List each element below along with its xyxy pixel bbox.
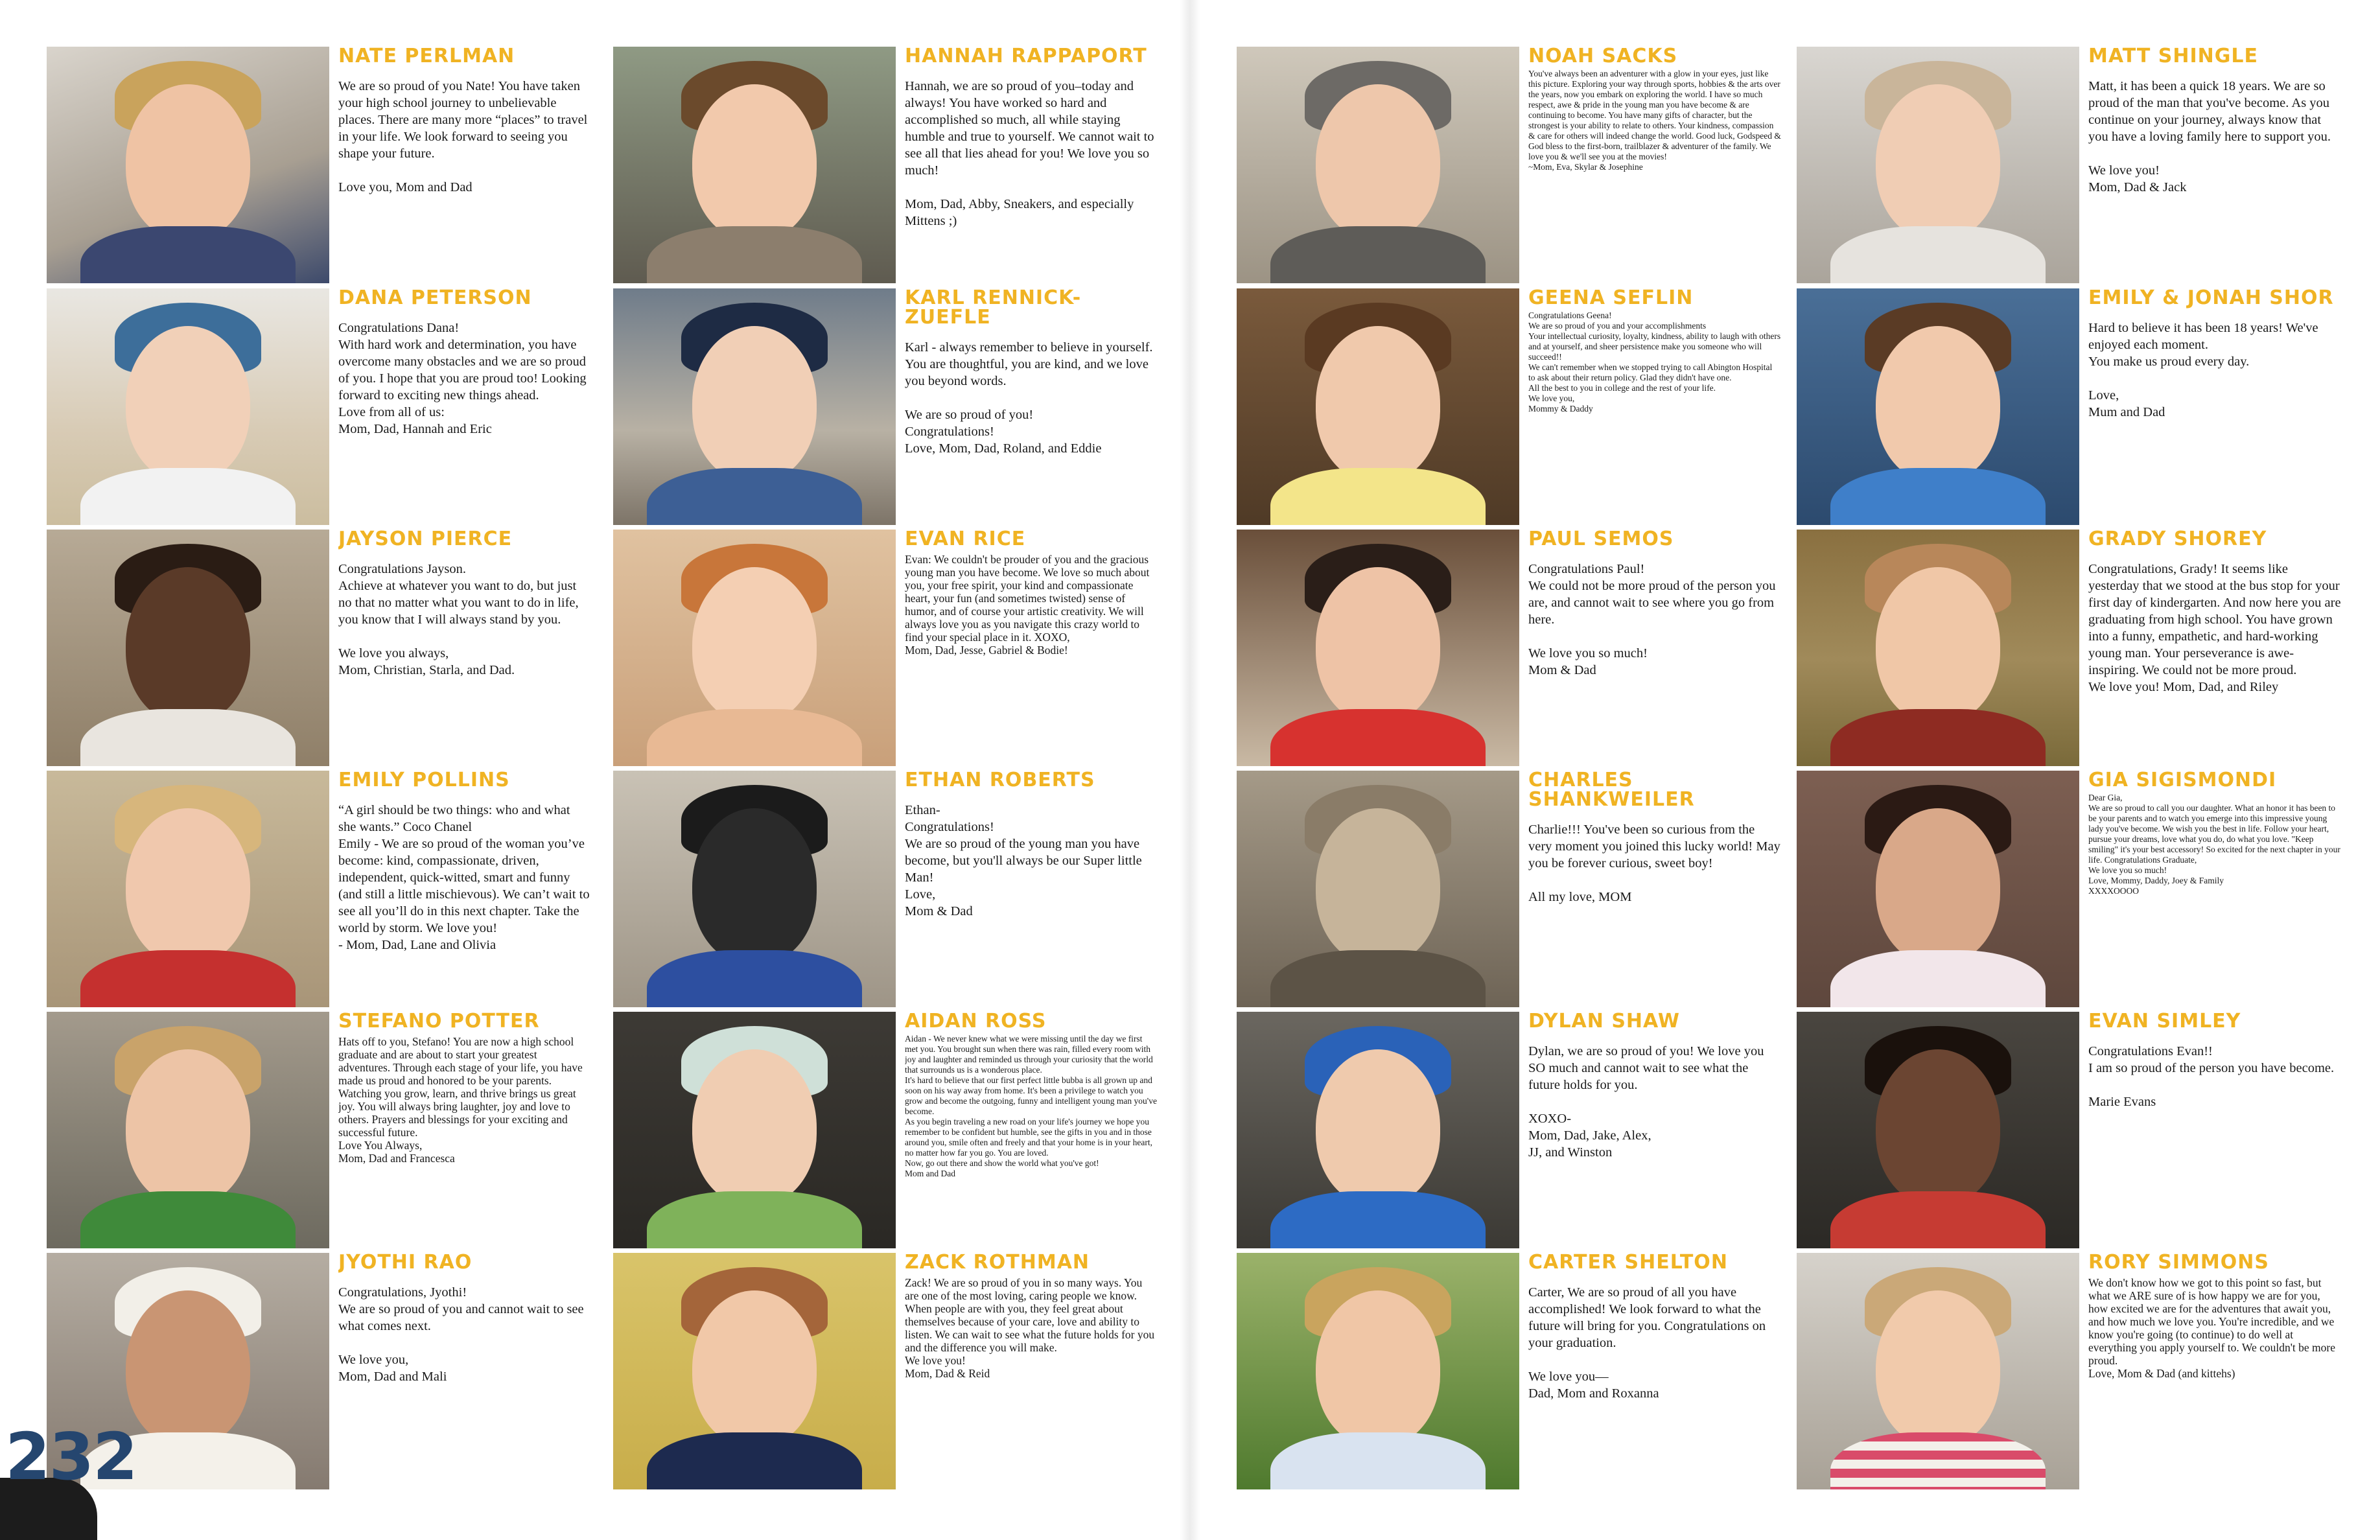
- message: “A girl should be two things: who and what she wants.” Coco Chanel Emily - We are so proud of the woman you’ve become: kind, compassionate, driven, independent, quick-witted, smart and funny (and still a little mischievous). We can’t wait to see all you’ll do in this next chapter. Take the world by storm. We love you! - Mom, Dad, Lane and Olivia: [338, 803, 590, 952]
- photo: [1237, 47, 1519, 283]
- message: Congratulations, Grady! It seems like yesterday that we stood at the bus stop for your first day of kindergarten. And now here you are graduating from high school. You have grown into a funny, empathetic, and hard-working young man. Your perseverance is awe-inspiring. We could not be more proud. We love you! Mom, Dad, and Riley: [2088, 562, 2341, 694]
- photo: [1237, 1253, 1519, 1489]
- message: Dylan, we are so proud of you! We love you SO much and cannot wait to see what the future holds for you. XOXO- Mom, Dad, Jake, Alex, JJ, and Winston: [1528, 1044, 1764, 1160]
- photo: [613, 1253, 896, 1489]
- photo: [1797, 1012, 2079, 1248]
- photo: [1797, 47, 2079, 283]
- photo: [47, 771, 329, 1007]
- student-name: RORY SIMMONS: [2088, 1253, 2269, 1274]
- student-name: STEFANO POTTER: [338, 1012, 540, 1032]
- student-name: CHARLES SHANKWEILER: [1528, 771, 1695, 811]
- message: Zack! We are so proud of you in so many ways. You are one of the most loving, caring people we know. When people are with you, they feel great about themselves because of your care, love and ability to listen. We can wait to see what the future holds for you and the difference you will make. We love you! Mom, Dad & Reid: [905, 1276, 1155, 1380]
- message: You've always been an adventurer with a glow in your eyes, just like this picture. Exploring your way through sports, hobbies & the arts over the years, now you embark on exploring the world. I have so much respect, awe & pride in the young man you have become & are continuing to become. You have many gifts of character, but the strongest is your ability to relate to others. Your kindness, compassion & care for others will indeed change the world. Good luck, Godspeed & God bless to the first-born, trailblazer & adventurer of the family. We love you & we'll see you at the movies! ~Mom, Eva, Skylar & Josephine: [1528, 69, 1781, 172]
- message: Hannah, we are so proud of you–today and always! You have worked so hard and accomplished so much, all while staying humble and true to yourself. We cannot wait to see all that lies ahead for you! We love you so much! Mom, Dad, Abby, Sneakers, and especially Mittens ;): [905, 79, 1154, 228]
- student-name: ETHAN ROBERTS: [905, 771, 1095, 791]
- student-name: EMILY POLLINS: [338, 771, 510, 791]
- student-name: PAUL SEMOS: [1528, 530, 1674, 550]
- message: Congratulations, Jyothi! We are so proud of you and cannot wait to see what comes next. We love you, Mom, Dad and Mali: [338, 1285, 584, 1384]
- student-name: MATT SHINGLE: [2088, 47, 2259, 67]
- student-name: EMILY & JONAH SHOR: [2088, 288, 2334, 309]
- photo: [613, 771, 896, 1007]
- photo: [1237, 1012, 1519, 1248]
- message: Dear Gia, We are so proud to call you our daughter. What an honor it has been to be your parents and to watch you emerge into this impressive young lady you've become. We wish you the best in life. Follow your heart, pursue your dreams, love what you do, do what you love. "Keep smiling" it's your best accessory! So excited for the next chapter in your life. Congratulations Graduate, We love you so much! Love, Mommy, Daddy, Joey & Family XXXXOOOO: [2088, 793, 2340, 896]
- message: Evan: We couldn't be prouder of you and the gracious young man you have become. We love so much about you, your free spirit, your kind and compassionate heart, your fun (and sometimes twisted) sense of humor, and of course your artistic creativity. We will always love you as you navigate this crazy world to find your special place in it. XOXO, Mom, Dad, Jesse, Gabriel & Bodie!: [905, 553, 1150, 657]
- student-name: NATE PERLMAN: [338, 47, 515, 67]
- message: Congratulations Paul! We could not be more proud of the person you are, and cannot wait to see where you go from here. We love you so much! Mom & Dad: [1528, 562, 1776, 677]
- student-name: GIA SIGISMONDI: [2088, 771, 2277, 791]
- photo: [613, 1012, 896, 1248]
- message: Hats off to you, Stefano! You are now a high school graduate and are about to start your greatest adventures. Through each stage of your life, you have made us proud and honored to be your parents. Watching you grow, learn, and thrive brings us great joy. You will always bring laughter, joy and love to others. Prayers and blessings for your exciting and successful future. Love You Always, Mom, Dad and Francesca: [338, 1035, 583, 1165]
- student-name: DANA PETERSON: [338, 288, 532, 309]
- message: Congratulations Evan!! I am so proud of the person you have become. Marie Evans: [2088, 1044, 2335, 1109]
- photo: [47, 1012, 329, 1248]
- photo: [613, 288, 896, 525]
- message: Congratulations Jayson. Achieve at whatever you want to do, but just no that no matter what you want to do in life, you know that I will always stand by you. We love you always, Mom, Christian, Starla, and Dad.: [338, 562, 579, 677]
- message: Aidan - We never knew what we were missing until the day we first met you. You brought sun when there was rain, filled every room with joy and laughter and reminded us through your curiosity that the world that surrounds us is a wonderous place. It's hard to believe that our first perfect little bubba is all grown up and soon on his way away from home. It's been a privilege to watch you grow and become the outgoing, funny and intelligent young man you've become. As you begin traveling a new road on your life's journey we hope you remember to be confident but humble, see the gifts in you and in those around you, smile often and freely and that your home is in your heart, no matter how far you go. You are loved. Now, go out there and show the world what you've got! Mom and Dad: [905, 1034, 1157, 1178]
- student-name: JYOTHI RAO: [338, 1253, 472, 1274]
- photo: [613, 530, 896, 766]
- photo: [47, 47, 329, 283]
- student-name: EVAN SIMLEY: [2088, 1012, 2241, 1032]
- photo: [1237, 288, 1519, 525]
- message: Hard to believe it has been 18 years! We've enjoyed each moment. You make us proud every day. Love, Mum and Dad: [2088, 321, 2318, 419]
- message: Ethan- Congratulations! We are so proud of the young man you have become, but you'll always be our Super little Man! Love, Mom & Dad: [905, 803, 1142, 918]
- page-gutter: [1180, 0, 1200, 1540]
- student-name: DYLAN SHAW: [1528, 1012, 1681, 1032]
- student-name: GEENA SEFLIN: [1528, 288, 1694, 309]
- student-name: HANNAH RAPPAPORT: [905, 47, 1147, 67]
- student-name: GRADY SHOREY: [2088, 530, 2267, 550]
- photo: [47, 530, 329, 766]
- photo: [1237, 771, 1519, 1007]
- message: Karl - always remember to believe in yourself. You are thoughtful, you are kind, and we love you beyond words. We are so proud of you! Congratulations! Love, Mom, Dad, Roland, and Eddie: [905, 340, 1153, 456]
- photo: [1797, 288, 2079, 525]
- photo: [1237, 530, 1519, 766]
- student-name: NOAH SACKS: [1528, 47, 1678, 67]
- message: Congratulations Dana! With hard work and determination, you have overcome many obstacles and we are so proud of you. I hope that you are proud too! Looking forward to exciting new things ahead. Love from all of us: Mom, Dad, Hannah and Eric: [338, 321, 587, 436]
- message: Charlie!!! You've been so curious from the very moment you joined this lucky world! May you be forever curious, sweet boy! All my love, MOM: [1528, 822, 1780, 904]
- message: Carter, We are so proud of all you have accomplished! We look forward to what the future will bring for you. Congratulations on your graduation. We love you— Dad, Mom and Roxanna: [1528, 1285, 1766, 1401]
- message: We are so proud of you Nate! You have taken your high school journey to unbelievable places. There are many more “places” to travel in your life. We look forward to seeing you shape your future. Love you, Mom and Dad: [338, 79, 588, 194]
- photo: [47, 288, 329, 525]
- photo: [1797, 530, 2079, 766]
- student-name: EVAN RICE: [905, 530, 1026, 550]
- photo: [1797, 1253, 2079, 1489]
- page-number: 232: [5, 1419, 137, 1495]
- message: We don't know how we got to this point so fast, but what we ARE sure of is how happy we are for you, how excited we are for the adventures that await you, and how much we love you. You're incredible, and we know you're going (to continue) to do well at everything you apply yourself to. We couldn't be more proud. Love, Mom & Dad (and kittehs): [2088, 1276, 2335, 1380]
- photo: [1797, 771, 2079, 1007]
- photo: [613, 47, 896, 283]
- message: Congratulations Geena! We are so proud of you and your accomplishments Your intellectual curiosity, loyalty, kindness, ability to laugh with others and at yourself, and sheer persistence make you someone who will succeed!! We can't remember when we stopped trying to call Abington Hospital to ask about their return policy. Glad they didn't have one. All the best to you in college and the rest of your life. We love you, Mommy & Daddy: [1528, 310, 1781, 414]
- student-name: CARTER SHELTON: [1528, 1253, 1728, 1274]
- student-name: KARL RENNICK-ZUEFLE: [905, 288, 1082, 329]
- message: Matt, it has been a quick 18 years. We are so proud of the man that you've become. As you continue on your journey, always know that you have a loving family here to support you. We love you! Mom, Dad & Jack: [2088, 79, 2331, 194]
- student-name: AIDAN ROSS: [905, 1012, 1047, 1032]
- student-name: JAYSON PIERCE: [338, 530, 513, 550]
- student-name: ZACK ROTHMAN: [905, 1253, 1090, 1274]
